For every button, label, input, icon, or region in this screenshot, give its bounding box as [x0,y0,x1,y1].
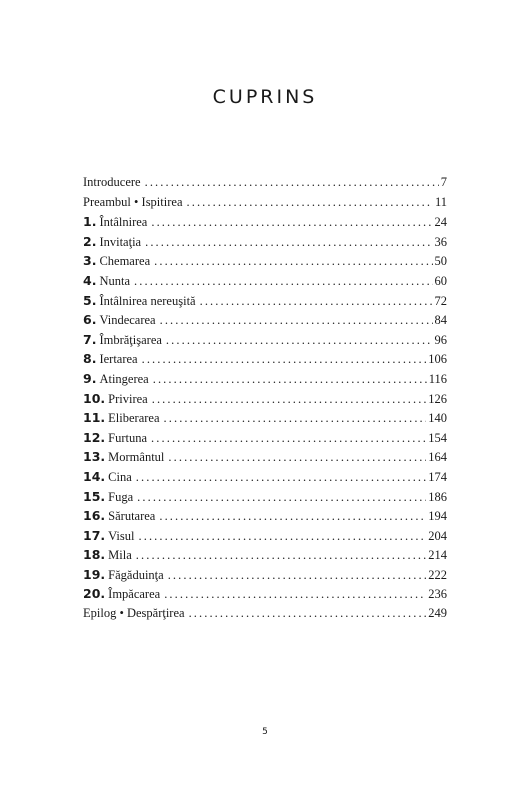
page-ref: 96 [434,332,447,347]
dot-leader [164,587,426,602]
dot-leader [137,490,426,505]
chapter-number: 10. [83,390,106,406]
dot-leader [145,175,439,190]
chapter-number: 13. [83,449,106,465]
chapter-number: 19. [83,566,106,582]
page-ref: 214 [428,548,447,563]
chapter-title: Furtuna [108,430,148,445]
dot-leader [139,529,427,544]
page-ref: 11 [434,194,447,209]
dot-leader [154,254,432,269]
chapter-title: Epilog • Despărţirea [83,606,185,621]
chapter-title: Nunta [99,273,131,288]
page-ref: 186 [428,489,447,504]
chapter-title: Visul [108,528,135,543]
page-title: CUPRINS [212,86,318,108]
chapter-number: 5. [83,292,97,308]
chapter-number: 3. [83,253,97,269]
chapter-title: Iertarea [99,352,138,367]
page-ref: 106 [428,352,447,367]
page-ref: 222 [428,567,447,582]
toc-entry [83,547,447,567]
dot-leader [136,470,426,485]
dot-leader [166,333,433,348]
chapter-number: 6. [83,312,97,328]
chapter-number: 18. [83,547,106,563]
toc-entry [83,214,447,234]
toc-entry [83,430,447,450]
dot-leader [159,509,426,524]
dot-leader [142,352,427,367]
dot-leader [168,568,427,583]
toc-entry [83,253,447,273]
page-ref: 194 [428,509,447,524]
toc-entry [83,528,447,548]
page-ref: 174 [428,469,447,484]
toc-entry [83,332,447,352]
toc-entry [83,469,447,489]
chapter-number: 16. [83,508,106,524]
page-ref: 116 [428,371,447,386]
chapter-number: 2. [83,233,97,249]
page-ref: 50 [434,254,447,269]
page-ref: 36 [434,234,447,249]
chapter-title: Introducere [83,175,141,189]
dot-leader [168,450,426,465]
page-ref: 126 [428,391,447,406]
dot-leader [187,195,433,210]
page-ref: 249 [428,606,447,621]
chapter-title: Întâlnirea [99,215,148,230]
toc-entry [83,273,447,293]
chapter-title: Sărutarea [108,509,156,524]
dot-leader [136,548,426,563]
dot-leader [160,313,433,328]
toc-entry [83,508,447,528]
chapter-title: Privirea [108,391,148,406]
page-ref: 24 [434,215,447,230]
page-ref: 72 [434,293,447,308]
toc-entry [83,293,447,313]
chapter-number: 14. [83,468,106,484]
chapter-title: Întâlnirea nereuşită [99,293,196,308]
chapter-title: Chemarea [99,254,151,269]
chapter-number: 9. [83,370,97,386]
toc-entry [83,175,447,195]
toc-entry [83,410,447,430]
page-ref: 204 [428,528,447,543]
dot-leader [189,606,427,621]
toc-entry [83,371,447,391]
chapter-number: 20. [83,586,106,602]
chapter-title: Invitaţia [99,234,142,249]
chapter-number: 4. [83,272,97,288]
table-of-contents [83,175,447,626]
dot-leader [200,294,433,309]
toc-entry [83,391,447,411]
dot-leader [151,431,426,446]
dot-leader [164,411,427,426]
page-ref: 7 [440,175,447,189]
dot-leader [134,274,432,289]
dot-leader [151,215,432,230]
chapter-number: 7. [83,331,97,347]
dot-leader [152,392,427,407]
chapter-title: Cina [108,469,132,484]
page-ref: 236 [428,587,447,602]
chapter-title: Îmbrăţişarea [99,332,162,347]
chapter-title: Preambul • Ispitirea [83,194,183,209]
chapter-title: Atingerea [99,371,149,386]
dot-leader [145,235,432,250]
toc-entry [83,489,447,509]
chapter-title: Împăcarea [108,587,161,602]
page-number: 5 [262,727,268,737]
page-ref: 84 [434,313,447,328]
chapter-number: 12. [83,429,106,445]
chapter-number: 8. [83,351,97,367]
toc-entry [83,312,447,332]
toc-entry [83,567,447,587]
chapter-title: Mila [108,548,132,563]
page-ref: 154 [428,430,447,445]
chapter-title: Eliberarea [108,411,160,426]
toc-entry [83,351,447,371]
chapter-title: Vindecarea [99,313,156,328]
chapter-number: 1. [83,214,97,230]
page-ref: 140 [428,411,447,426]
chapter-number: 11. [83,410,106,426]
dot-leader [153,372,427,387]
toc-entry [83,449,447,469]
chapter-title: Făgăduinţa [108,567,164,582]
chapter-number: 17. [83,527,106,543]
page-ref: 164 [428,450,447,465]
toc-entry [83,586,447,606]
toc-entry [83,234,447,254]
chapter-number: 15. [83,488,106,504]
chapter-title: Mormântul [108,450,165,465]
chapter-title: Fuga [108,489,134,504]
toc-entry [83,606,447,626]
page-ref: 60 [434,273,447,288]
toc-entry [83,195,447,215]
